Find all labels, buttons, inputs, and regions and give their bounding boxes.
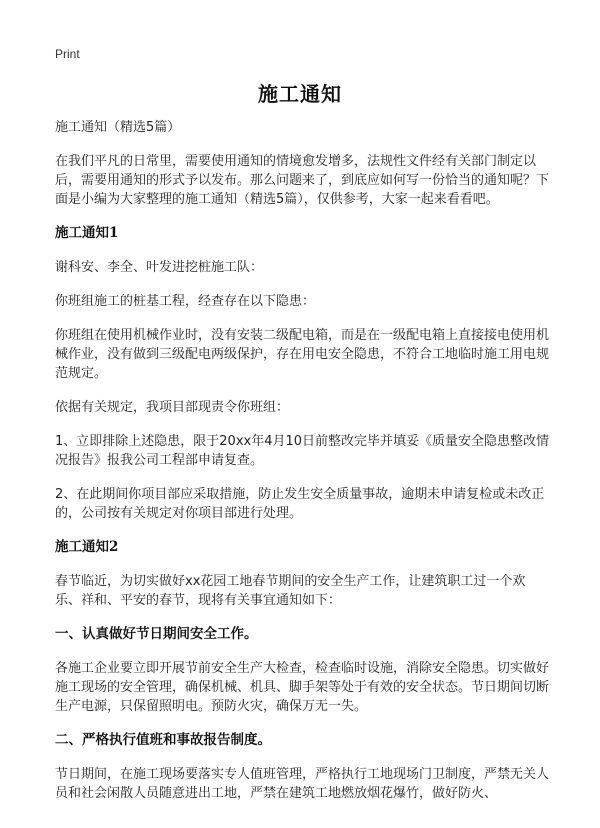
document-subtitle: 施工通知（精选5篇）	[55, 120, 181, 135]
section1-paragraph: 依据有关规定，我项目部现责令你班组：	[55, 400, 290, 415]
document-body	[55, 118, 551, 818]
section2-paragraph: 春节临近，为切实做好xx花园工地春节期间的安全生产工作，让建筑职工过一个欢乐、祥和、平安的春节，现将有关事宜通知如下：	[55, 574, 526, 608]
document-title: 施工通知	[258, 82, 342, 106]
section2-heading: 施工通知2	[55, 539, 119, 555]
section2-subheading-2: 二、严格执行值班和事故报告制度。	[55, 732, 271, 748]
section2-paragraph: 节日期间，在施工现场要落实专人值班管理，严格执行工地现场门卫制度，严禁无关人员和社会闲散人员随意进出工地，严禁在建筑工地燃放烟花爆竹，做好防火、	[55, 767, 550, 801]
section1-paragraph: 你班组施工的桩基工程，经查存在以下隐患：	[55, 294, 316, 309]
section1-item-2: 2、在此期间你项目部应采取措施，防止发生安全质量事故，逾期未申请复检或未改正的，公司按有关规定对你项目部进行处理。	[55, 487, 545, 521]
print-label: Print	[55, 47, 80, 61]
section1-addressee: 谢科安、李全、叶发进挖桩施工队：	[55, 260, 264, 275]
section2-paragraph: 各施工企业要立即开展节前安全生产大检查，检查临时设施，消除安全隐患。切实做好施工现场的安全管理，确保机械、机具、脚手架等处于有效的安全状态。节日期间切断生产电源，只保留照明电。预防火灾，确保万无一失。	[55, 661, 550, 714]
section1-paragraph: 你班组在使用机械作业时，没有安装二级配电箱，而是在一级配电箱上直接接电使用机械作业，没有做到三级配电两级保护，存在用电安全隐患，不符合工地临时施工用电规范规定。	[55, 328, 550, 381]
section1-item-1: 1、立即排除上述隐患，限于20xx年4月10日前整改完毕并填妥《质量安全隐患整改情况报告》报我公司工程部申请复查。	[55, 434, 550, 468]
section2-subheading-1: 一、认真做好节日期间安全工作。	[55, 626, 258, 642]
section1-heading: 施工通知1	[55, 225, 119, 241]
intro-paragraph: 在我们平凡的日常里，需要使用通知的情境愈发增多，法规性文件经有关部门制定以后，需要用通知的形式予以发布。那么问题来了，到底应如何写一份恰当的通知呢？下面是小编为大家整理的施工通知（精选5篇），仅供参考，大家一起来看看吧。	[55, 154, 550, 207]
